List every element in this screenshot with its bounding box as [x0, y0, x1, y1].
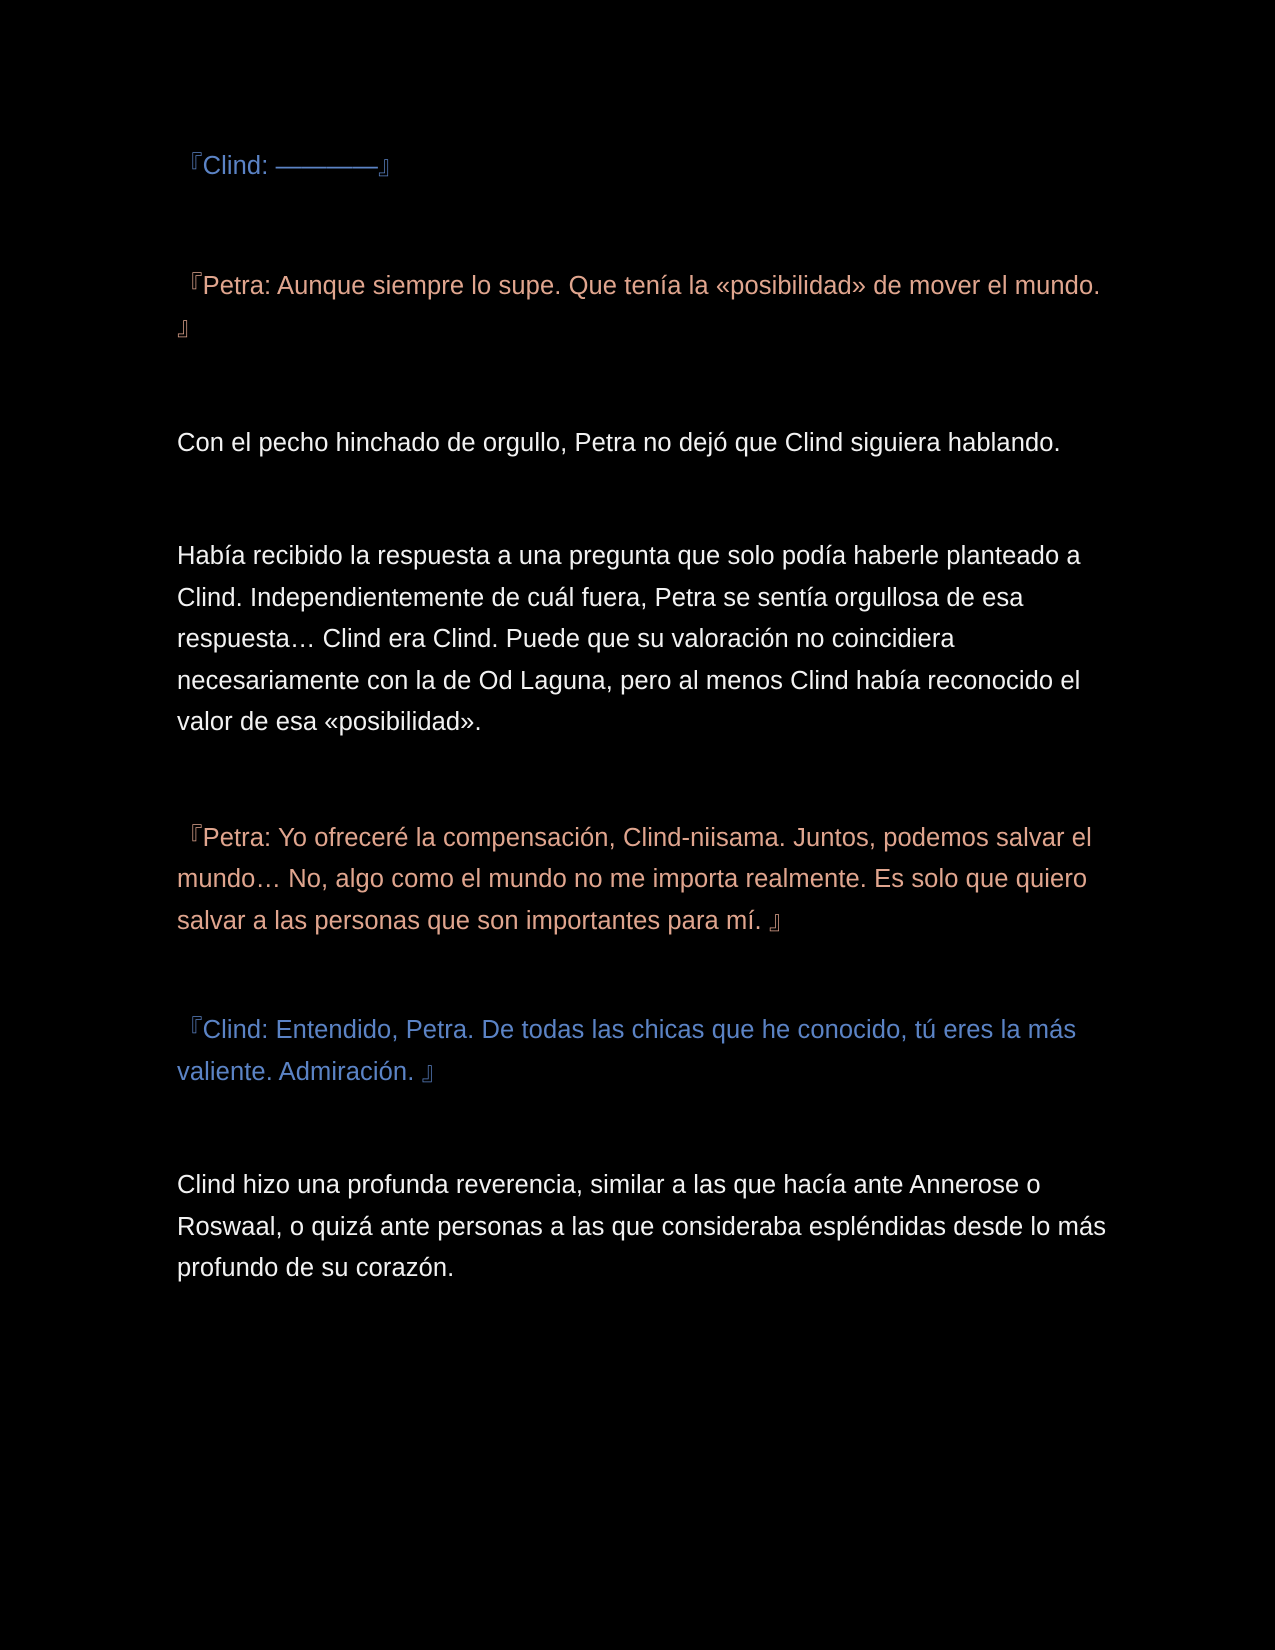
dialogue-clind-1: 『Clind: ————』: [177, 152, 404, 180]
dialogue-petra-2: 『Petra: Yo ofreceré la compensación, Clind-niisama. Juntos, podemos salvar el mundo… No, algo como el mundo no me importa realmente. Es solo que quiero salvar a las personas que son importantes para mí. 』: [177, 823, 1092, 935]
narration-paragraph-3: Clind hizo una profunda reverencia, similar a las que hacía ante Annerose o Roswaal, o quizá ante personas a las que consideraba espléndidas desde lo más profundo de su corazón.: [177, 1171, 1107, 1282]
narration-paragraph-1: Con el pecho hinchado de orgullo, Petra no dejó que Clind siguiera hablando.: [177, 428, 1061, 457]
dialogue-clind-2: 『Clind: Entendido, Petra. De todas las chicas que he conocido, tú eres la más valiente. Admiración. 』: [177, 1016, 1077, 1086]
document-body: [177, 146, 1107, 1290]
dialogue-petra-1: 『Petra: Aunque siempre lo supe. Que tenía la «posibilidad» de mover el mundo. 』: [177, 271, 1101, 341]
narration-paragraph-2: Había recibido la respuesta a una pregunta que solo podía haberle planteado a Clind. Independientemente de cuál fuera, Petra se sentía orgullosa de esa respuesta… Clind era Clind. Puede que su valoración no coincidiera necesariamente con la de Od Laguna, pero al menos Clind había reconocido el valor de esa «posibilidad».: [177, 542, 1081, 736]
